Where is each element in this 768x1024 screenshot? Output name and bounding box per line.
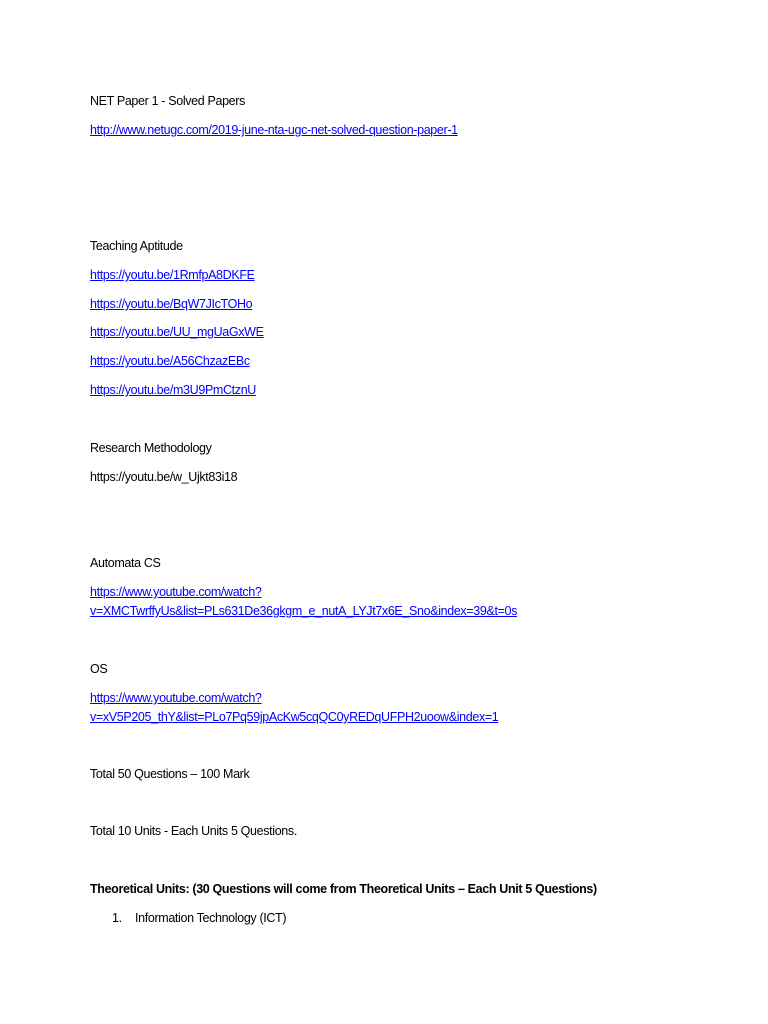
heading-solved-papers: NET Paper 1 - Solved Papers bbox=[90, 94, 245, 108]
link-os-line2[interactable]: v=xV5P205_thY&list=PLo7Pq59jpAcKw5cqQC0yREDqUFPH2uoow&index=1 bbox=[90, 710, 499, 724]
link-teaching-2[interactable]: https://youtu.be/BqW7JIcTOHo bbox=[90, 297, 253, 311]
link-teaching-4[interactable]: https://youtu.be/A56ChzazEBc bbox=[90, 354, 250, 368]
link-teaching-5[interactable]: https://youtu.be/m3U9PmCtznU bbox=[90, 383, 256, 397]
link-teaching-1[interactable]: https://youtu.be/1RmfpA8DKFE bbox=[90, 268, 255, 282]
list-item-number: 1. bbox=[112, 911, 122, 925]
link-automata-line2[interactable]: v=XMCTwrffyUs&list=PLs631De36gkgm_e_nutA_LYJt7x6E_Sno&index=39&t=0s bbox=[90, 604, 518, 618]
heading-research-methodology: Research Methodology bbox=[90, 441, 212, 455]
total-units-text: Total 10 Units - Each Units 5 Questions. bbox=[90, 824, 297, 838]
total-questions-text: Total 50 Questions – 100 Mark bbox=[90, 767, 250, 781]
list-item-text: Information Technology (ICT) bbox=[135, 911, 287, 925]
research-url-text: https://youtu.be/w_Ujkt83i18 bbox=[90, 470, 238, 484]
link-solved-papers[interactable]: http://www.netugc.com/2019-june-nta-ugc-net-solved-question-paper-1 bbox=[90, 123, 458, 137]
link-os-line1[interactable]: https://www.youtube.com/watch? bbox=[90, 691, 262, 705]
heading-teaching-aptitude: Teaching Aptitude bbox=[90, 239, 183, 253]
link-teaching-3[interactable]: https://youtu.be/UU_mgUaGxWE bbox=[90, 325, 264, 339]
link-automata-line1[interactable]: https://www.youtube.com/watch? bbox=[90, 585, 262, 599]
heading-automata: Automata CS bbox=[90, 556, 161, 570]
heading-os: OS bbox=[90, 662, 108, 676]
theoretical-units-heading: Theoretical Units: (30 Questions will come from Theoretical Units – Each Unit 5 Questions) bbox=[90, 882, 597, 896]
